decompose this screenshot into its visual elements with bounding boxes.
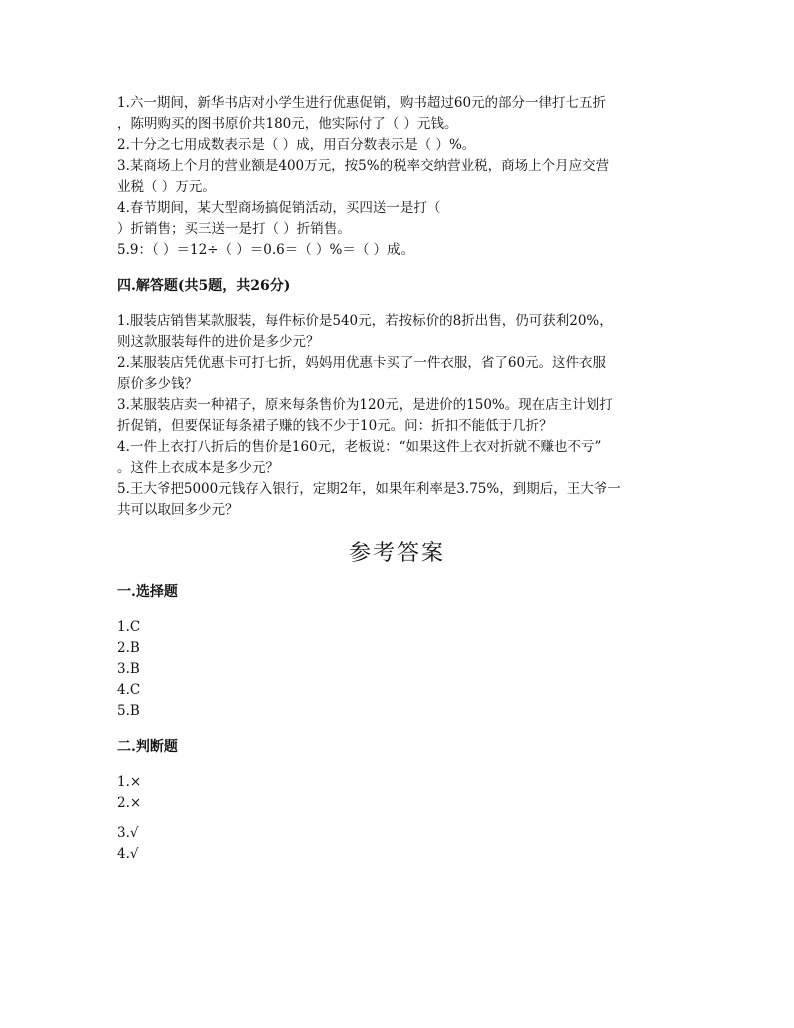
answer-item: 1.C xyxy=(117,619,141,635)
text-line: 5.9：（ ）＝12÷（ ）＝0.6＝（ ）%＝（ ）成。 xyxy=(117,242,415,258)
text-line: 原价多少钱？ xyxy=(117,376,198,392)
text-line: 业税（ ）万元。 xyxy=(117,179,216,195)
section-heading-choice: 一.选择题 xyxy=(117,584,178,600)
answer-item: 2.B xyxy=(117,640,140,656)
text-line: 4.春节期间，某大型商场搞促销活动，买四送一是打（ xyxy=(117,200,441,216)
section-heading-judge: 二.判断题 xyxy=(117,739,178,755)
answer-item: 1.× xyxy=(117,774,142,790)
text-line: ，陈明购买的图书原价共180元，他实际付了（ ）元钱。 xyxy=(117,116,458,132)
text-line: 1.六一期间，新华书店对小学生进行优惠促销，购书超过60元的部分一律打七五折 xyxy=(117,95,607,111)
text-line: 则这款服装每件的进价是多少元？ xyxy=(117,334,320,350)
answer-item: 4.√ xyxy=(117,846,139,862)
text-line: 2.十分之七用成数表示是（ ）成，用百分数表示是（ ）%。 xyxy=(117,137,476,153)
text-line: 3.某商场上个月的营业额是400万元，按5%的税率交纳营业税，商场上个月应交营 xyxy=(117,158,610,174)
text-line: 折促销，但要保证每条裙子赚的钱不少于10元。问：折扣不能低于几折？ xyxy=(117,418,553,434)
answer-item: 3.B xyxy=(117,661,140,677)
judge-answers xyxy=(117,772,677,865)
answer-item: 3.√ xyxy=(117,825,139,841)
section-heading-answer-questions: 四.解答题(共5题，共26分) xyxy=(117,278,291,294)
fill-in-questions xyxy=(117,93,677,261)
answer-item: 5.B xyxy=(117,703,140,719)
document-content xyxy=(117,93,677,865)
text-line: 5.王大爷把5000元钱存入银行，定期2年，如果年利率是3.75%，到期后，王大爷一 xyxy=(117,481,621,497)
text-line: 共可以取回多少元？ xyxy=(117,502,239,518)
text-line: 2.某服装店凭优惠卡可打七折，妈妈用优惠卡买了一件衣服，省了60元。这件衣服 xyxy=(117,355,607,371)
text-line: 。这件上衣成本是多少元？ xyxy=(117,460,279,476)
answer-item: 4.C xyxy=(117,682,141,698)
answer-questions xyxy=(117,311,677,521)
text-line: ）折销售；买三送一是打（ ）折销售。 xyxy=(117,221,351,237)
choice-answers xyxy=(117,617,677,722)
answers-title: 参考答案 xyxy=(348,541,445,566)
text-line: 1.服装店销售某款服装，每件标价是540元，若按标价的8折出售，仍可获利20%， xyxy=(117,313,613,329)
text-line: 3.某服装店卖一种裙子，原来每条售价为120元，是进价的150%。现在店主计划打 xyxy=(117,397,613,413)
answer-item: 2.× xyxy=(117,795,142,811)
text-line: 4.一件上衣打八折后的售价是160元，老板说：“如果这件上衣对折就不赚也不亏” xyxy=(117,439,602,455)
